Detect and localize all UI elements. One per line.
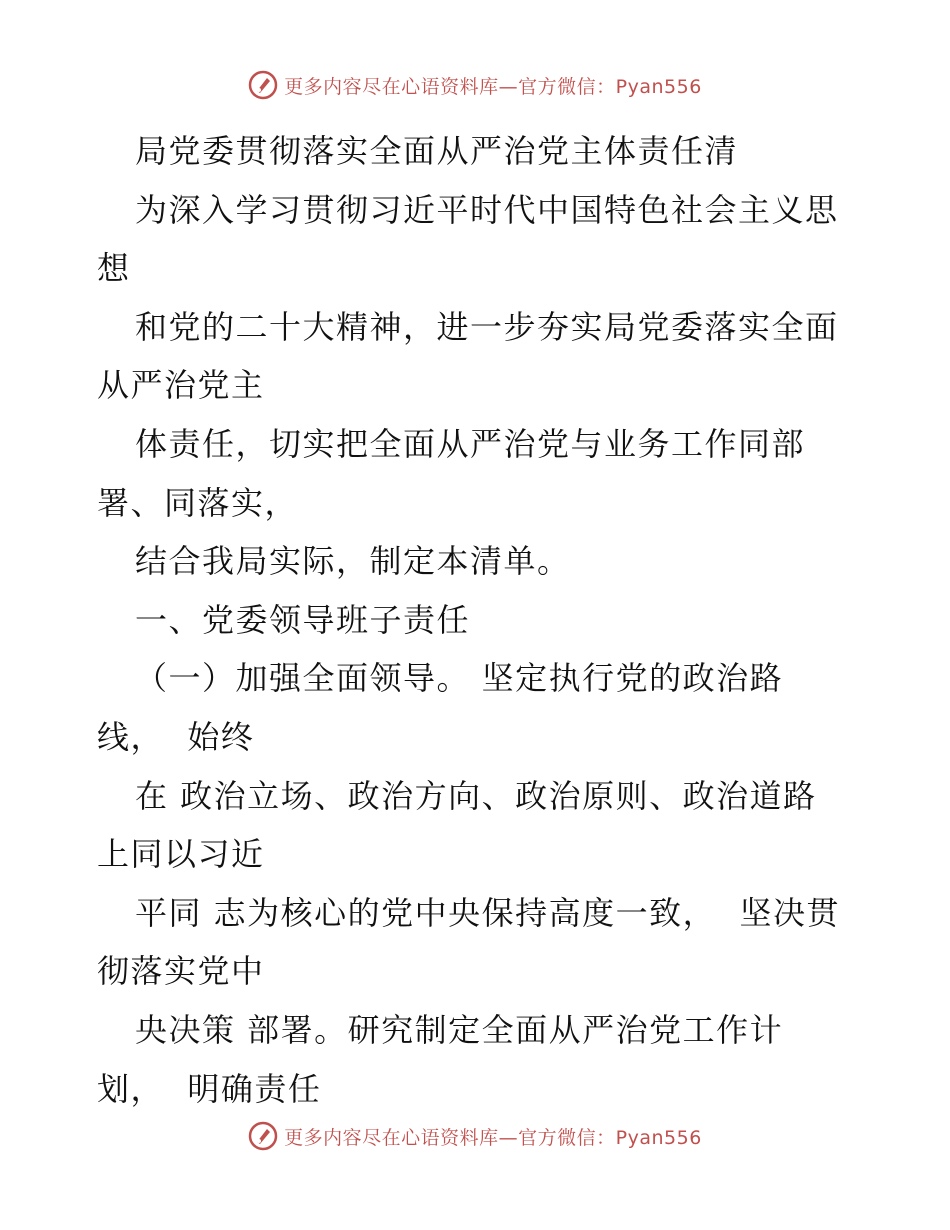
text-line: 在 政治立场、政治方向、政治原则、政治道路 xyxy=(135,776,817,815)
text-line: 划， 明确责任 xyxy=(97,1069,322,1108)
text-line: 体责任，切实把全面从严治党与业务工作同部 xyxy=(135,424,806,463)
text-line: 一、党委领导班子责任 xyxy=(135,600,471,639)
text-line: （一）加强全面领导。 坚定执行党的政治路 xyxy=(135,659,784,698)
header-watermark xyxy=(0,70,950,100)
footer-watermark xyxy=(0,1121,950,1151)
text-line: 上同以习近 xyxy=(97,835,265,874)
text-line: 央决策 部署。研究制定全面从严治党工作计 xyxy=(135,1010,784,1049)
text-line: 平同 志为核心的党中央保持高度一致， 坚决贯 xyxy=(135,893,841,932)
text-line: 线， 始终 xyxy=(97,717,255,756)
text-line: 从严治党主 xyxy=(97,366,265,405)
text-line: 想 xyxy=(97,249,131,288)
pen-seal-icon xyxy=(248,70,278,100)
text-line: 局党委贯彻落实全面从严治党主体责任清 xyxy=(135,132,739,170)
text-line: 结合我局实际，制定本清单。 xyxy=(135,542,571,581)
document-body xyxy=(97,122,857,1118)
text-line: 和党的二十大精神，进一步夯实局党委落实全面 xyxy=(135,307,839,346)
watermark-text: 更多内容尽在心语资料库—官方微信：Pyan556 xyxy=(284,1126,702,1149)
text-line: 为深入学习贯彻习近平时代中国特色社会主义思 xyxy=(135,190,839,229)
text-line: 彻落实党中 xyxy=(97,952,265,991)
pen-seal-icon xyxy=(248,1121,278,1151)
watermark-text: 更多内容尽在心语资料库—官方微信：Pyan556 xyxy=(284,75,702,98)
text-line: 署、同落实， xyxy=(97,483,299,522)
